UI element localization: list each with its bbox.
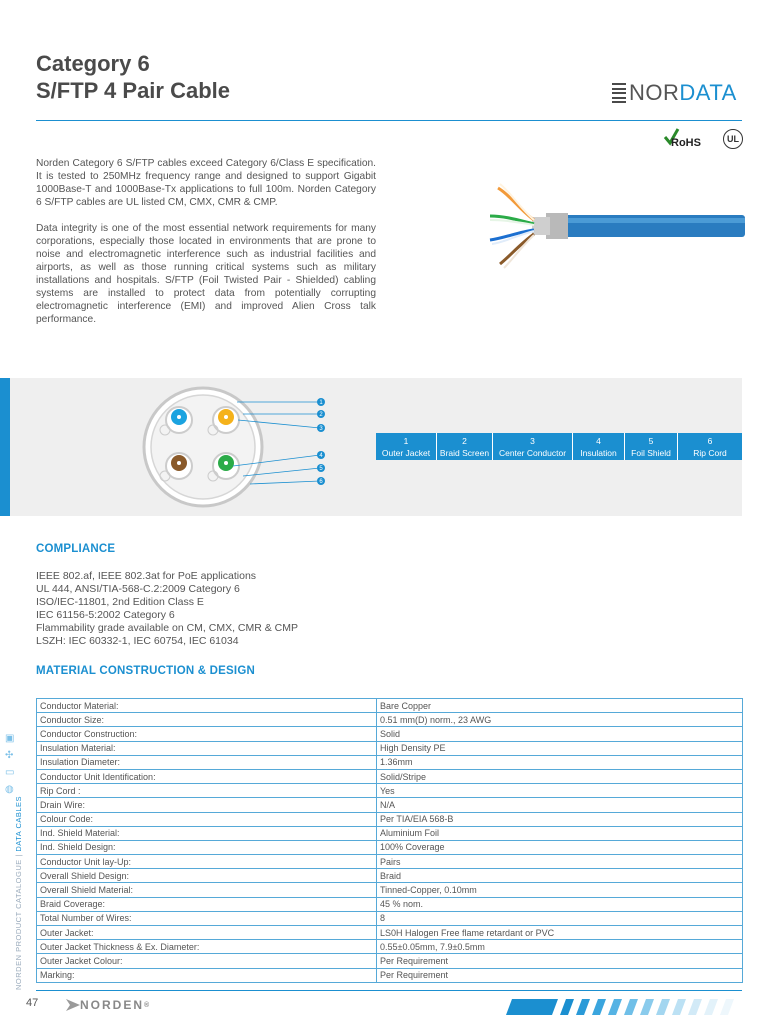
norden-arrow-icon <box>66 999 80 1011</box>
table-row <box>37 897 743 911</box>
spec-label-cell: Conductor Material: <box>37 699 377 713</box>
spec-label-cell: Drain Wire: <box>37 798 377 812</box>
rohs-icon <box>663 127 713 149</box>
intro-paragraph-2: Data integrity is one of the most essential network requirements for many corporations, especially those located in environments that are prone to noise and electromagnetic interference such as industrial facilities and airports, as well as those running critical systems such as military installations and hospitals. S/FTP (Foil Twisted Pair - Shielded) cabling systems are installed to protect data from potentially corrupting electromagnetic interference (EMI) and improved Alien Cross talk performance. <box>36 223 376 325</box>
table-row <box>37 755 743 769</box>
spec-label-cell: Conductor Unit lay-Up: <box>37 855 377 869</box>
legend-cell: 2 Braid Screen <box>437 433 493 460</box>
page-title-line2: S/FTP 4 Pair Cable <box>36 78 231 103</box>
compliance-list <box>36 570 298 649</box>
sidebar-icons <box>5 733 14 796</box>
spec-value-cell: Braid <box>377 869 743 883</box>
spec-value-cell: Solid <box>377 727 743 741</box>
spec-value-cell: Aluminium Foil <box>377 826 743 840</box>
norden-brand: NORDEN <box>80 998 145 1012</box>
compliance-heading: COMPLIANCE <box>36 543 116 555</box>
network-icon: ✣ <box>5 750 14 761</box>
spec-value-cell: N/A <box>377 798 743 812</box>
cable-photo <box>480 180 745 280</box>
band-accent-bar <box>0 378 10 516</box>
ul-label: UL <box>727 134 739 144</box>
spec-value-cell: Solid/Stripe <box>377 769 743 783</box>
marker-6: 6 <box>319 479 323 485</box>
spec-label-cell: Outer Jacket Thickness & Ex. Diameter: <box>37 940 377 954</box>
spec-label-cell: Conductor Unit Identification: <box>37 769 377 783</box>
legend-cell: 4 Insulation <box>573 433 625 460</box>
nordata-logo <box>612 82 737 104</box>
material-spec-table <box>36 698 743 983</box>
rohs-label: RoHS <box>671 137 701 149</box>
spec-label-cell: Outer Jacket Colour: <box>37 954 377 968</box>
spec-label-cell: Outer Jacket: <box>37 926 377 940</box>
page-title-line1: Category 6 <box>36 51 150 76</box>
marker-5: 5 <box>319 466 323 472</box>
legend-cell: 5 Foil Shield <box>625 433 678 460</box>
spec-label-cell: Marking: <box>37 968 377 982</box>
spec-value-cell: Per Requirement <box>377 954 743 968</box>
legend-cell: 3 Center Conductor <box>493 433 573 460</box>
table-row <box>37 883 743 897</box>
spec-label-cell: Braid Coverage: <box>37 897 377 911</box>
table-row <box>37 869 743 883</box>
globe-icon: ◍ <box>5 784 14 795</box>
table-row <box>37 855 743 869</box>
cable-cross-section-diagram <box>125 380 335 514</box>
table-row <box>37 769 743 783</box>
spec-value-cell: 1.36mm <box>377 755 743 769</box>
spec-label-cell: Ind. Shield Design: <box>37 840 377 854</box>
spec-value-cell: Per TIA/EIA 568-B <box>377 812 743 826</box>
table-row <box>37 926 743 940</box>
spec-value-cell: Yes <box>377 784 743 798</box>
spec-value-cell: 100% Coverage <box>377 840 743 854</box>
spec-value-cell: Per Requirement <box>377 968 743 982</box>
table-row <box>37 713 743 727</box>
spec-value-cell: 0.51 mm(D) norm., 23 AWG <box>377 713 743 727</box>
list-item: Flammability grade available on CM, CMX, CMR & CMP <box>36 622 298 635</box>
table-row <box>37 911 743 925</box>
marker-2: 2 <box>319 412 323 418</box>
table-row <box>37 940 743 954</box>
registered-mark: ® <box>144 1001 150 1009</box>
list-item: IEC 61156-5:2002 Category 6 <box>36 609 175 622</box>
spec-value-cell: LS0H Halogen Free flame retardant or PVC <box>377 926 743 940</box>
spec-value-cell: Pairs <box>377 855 743 869</box>
intro-text <box>36 157 376 326</box>
spec-label-cell: Colour Code: <box>37 812 377 826</box>
logo-bars-icon <box>612 83 626 103</box>
list-item: ISO/IEC-11801, 2nd Edition Class E <box>36 596 204 609</box>
catalogue-side-label: NORDEN PRODUCT CATALOGUE | DATA CABLES <box>14 795 23 990</box>
table-row <box>37 826 743 840</box>
marker-3: 3 <box>319 426 323 432</box>
marker-1: 1 <box>319 400 323 406</box>
spec-value-cell: Tinned-Copper, 0.10mm <box>377 883 743 897</box>
intro-paragraph-1: Norden Category 6 S/FTP cables exceed Category 6/Class E specification. It is tested to 250MHz frequency range and designed to support Gigabit 1000Base-T and 1000Base-Tx applications to full 100m. Norden Category 6 S/FTP cables are UL listed CM, CMX, CMR & CMP. <box>36 158 376 208</box>
screen-icon: ▭ <box>5 767 15 778</box>
table-row <box>37 798 743 812</box>
spec-label-cell: Total Number of Wires: <box>37 911 377 925</box>
logo-text-part1: NOR <box>629 80 680 105</box>
legend-cell: 1 Outer Jacket <box>376 433 437 460</box>
ul-icon <box>723 129 743 149</box>
marker-4: 4 <box>319 453 323 459</box>
spec-label-cell: Insulation Material: <box>37 741 377 755</box>
spec-value-cell: 45 % nom. <box>377 897 743 911</box>
section-label: DATA CABLES <box>14 795 23 852</box>
table-row <box>37 954 743 968</box>
page-number: 47 <box>26 997 39 1009</box>
header-divider <box>36 120 742 121</box>
material-heading: MATERIAL CONSTRUCTION & DESIGN <box>36 665 255 677</box>
spec-value-cell: Bare Copper <box>377 699 743 713</box>
spec-label-cell: Insulation Diameter: <box>37 755 377 769</box>
table-row <box>37 699 743 713</box>
logo-text-part2: DATA <box>679 80 737 105</box>
spec-label-cell: Conductor Construction: <box>37 727 377 741</box>
list-item: UL 444, ANSI/TIA-568-C.2:2009 Category 6 <box>36 583 240 596</box>
decorative-stripes <box>500 999 742 1015</box>
spec-value-cell: High Density PE <box>377 741 743 755</box>
spec-label-cell: Ind. Shield Material: <box>37 826 377 840</box>
cable-icon: ▣ <box>5 733 15 744</box>
norden-logo <box>66 998 149 1012</box>
legend-cell: 6 Rip Cord <box>693 436 727 458</box>
spec-label-cell: Conductor Size: <box>37 713 377 727</box>
table-row <box>37 741 743 755</box>
list-item: LSZH: IEC 60332-1, IEC 60754, IEC 61034 <box>36 635 239 648</box>
table-row <box>37 727 743 741</box>
spec-label-cell: Overall Shield Material: <box>37 883 377 897</box>
page-title <box>36 50 230 104</box>
spec-value-cell: 0.55±0.05mm, 7.9±0.5mm <box>377 940 743 954</box>
table-row <box>37 968 743 982</box>
spec-value-cell: 8 <box>377 911 743 925</box>
table-row <box>37 812 743 826</box>
table-row <box>37 840 743 854</box>
footer-divider <box>36 990 742 991</box>
catalogue-label: NORDEN PRODUCT CATALOGUE <box>14 859 23 990</box>
component-legend <box>376 433 742 460</box>
table-row <box>37 784 743 798</box>
spec-label-cell: Rip Cord : <box>37 784 377 798</box>
list-item: IEEE 802.af, IEEE 802.3at for PoE applications <box>36 570 257 582</box>
spec-label-cell: Overall Shield Design: <box>37 869 377 883</box>
